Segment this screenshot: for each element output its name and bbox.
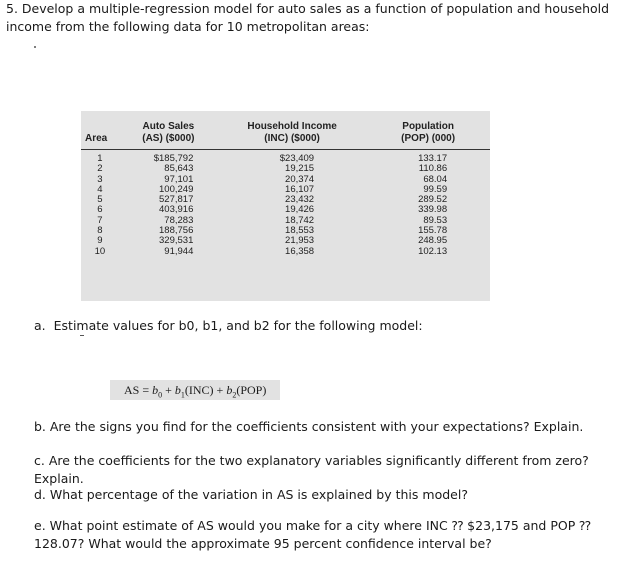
population-cell: 133.17 — [418, 153, 448, 164]
population-cell: 289.52 — [418, 194, 448, 206]
area-cell: 3 — [97, 173, 103, 185]
question-text: 5. Develop a multiple-regression model for auto sales as a function of population and household income from the following data for 10 metropolitan areas: — [6, 1, 610, 34]
income-cell: 23,432 — [285, 194, 315, 206]
income-cell: 21,953 — [285, 235, 315, 247]
auto-sales-cell: 188,756 — [159, 225, 194, 237]
income-cell: 19,426 — [285, 204, 315, 216]
table-row — [81, 247, 490, 257]
auto-sales-cell: 85,643 — [164, 163, 194, 175]
population-cell: 68.04 — [423, 173, 448, 185]
part-c: c. Are the coefficients for the two explanatory variables significantly different from zero? Explain. — [34, 453, 589, 486]
part-a — [34, 318, 423, 333]
area-cell: 9 — [97, 235, 103, 247]
population-cell: 102.13 — [418, 245, 448, 257]
population-cell: 248.95 — [418, 235, 448, 247]
auto-sales-cell: 78,283 — [164, 214, 194, 226]
area-cell: 10 — [94, 245, 106, 257]
area-cell: 6 — [97, 204, 103, 216]
stray-dot — [34, 46, 36, 48]
area-cell: 8 — [97, 225, 103, 237]
data-table — [81, 121, 490, 257]
income-cell: 16,358 — [285, 245, 315, 257]
header-area: Area — [81, 121, 119, 150]
part-d: d. What percentage of the variation in AS is explained by this model? — [34, 487, 468, 502]
population-cell: 89.53 — [423, 214, 448, 226]
auto-sales-cell: $185,792 — [153, 153, 194, 164]
data-table-panel — [81, 111, 490, 301]
population-cell: 99.59 — [423, 183, 448, 195]
table-row — [81, 150, 490, 165]
auto-sales-cell: 97,101 — [164, 173, 194, 185]
auto-sales-cell: 100,249 — [159, 183, 194, 195]
part-a-text: Estimate values for b0, b1, and b2 for the following model: — [53, 318, 423, 333]
income-cell: 18,553 — [285, 225, 315, 237]
stray-dash — [80, 335, 84, 336]
model-equation: AS = $b_0 + b_1(INC) + b_2(POP)$ — [110, 380, 280, 400]
area-cell: 2 — [97, 163, 103, 175]
income-cell: 20,374 — [285, 173, 315, 185]
auto-sales-cell: 329,531 — [159, 235, 194, 247]
population-cell: 155.78 — [418, 225, 448, 237]
auto-sales-cell: 403,916 — [159, 204, 194, 216]
part-b: b. Are the signs you find for the coefficients consistent with your expectations? Explain. — [34, 419, 584, 434]
part-a-label: a. — [34, 318, 46, 333]
auto-sales-cell: 527,817 — [159, 194, 194, 206]
header-household-income: Household Income (INC) ($000) — [218, 121, 366, 150]
area-cell: 1 — [97, 153, 103, 164]
population-cell: 110.86 — [418, 163, 448, 175]
part-e: e. What point estimate of AS would you make for a city where INC ⁇ $23,175 and POP ⁇ 128.07? What would the approximate 95 percent confidence interval be? — [34, 518, 591, 551]
income-cell: 19,215 — [285, 163, 315, 175]
income-cell: 18,742 — [285, 214, 315, 226]
header-population: Population (POP) (000) — [366, 121, 490, 150]
area-cell: 4 — [97, 183, 103, 195]
income-cell: 16,107 — [285, 183, 315, 195]
header-auto-sales: Auto Sales (AS) ($000) — [119, 121, 218, 150]
income-cell: $23,409 — [279, 153, 315, 164]
area-cell: 5 — [97, 194, 103, 206]
auto-sales-cell: 91,944 — [164, 245, 194, 257]
area-cell: 7 — [97, 214, 103, 226]
population-cell: 339.98 — [418, 204, 448, 216]
